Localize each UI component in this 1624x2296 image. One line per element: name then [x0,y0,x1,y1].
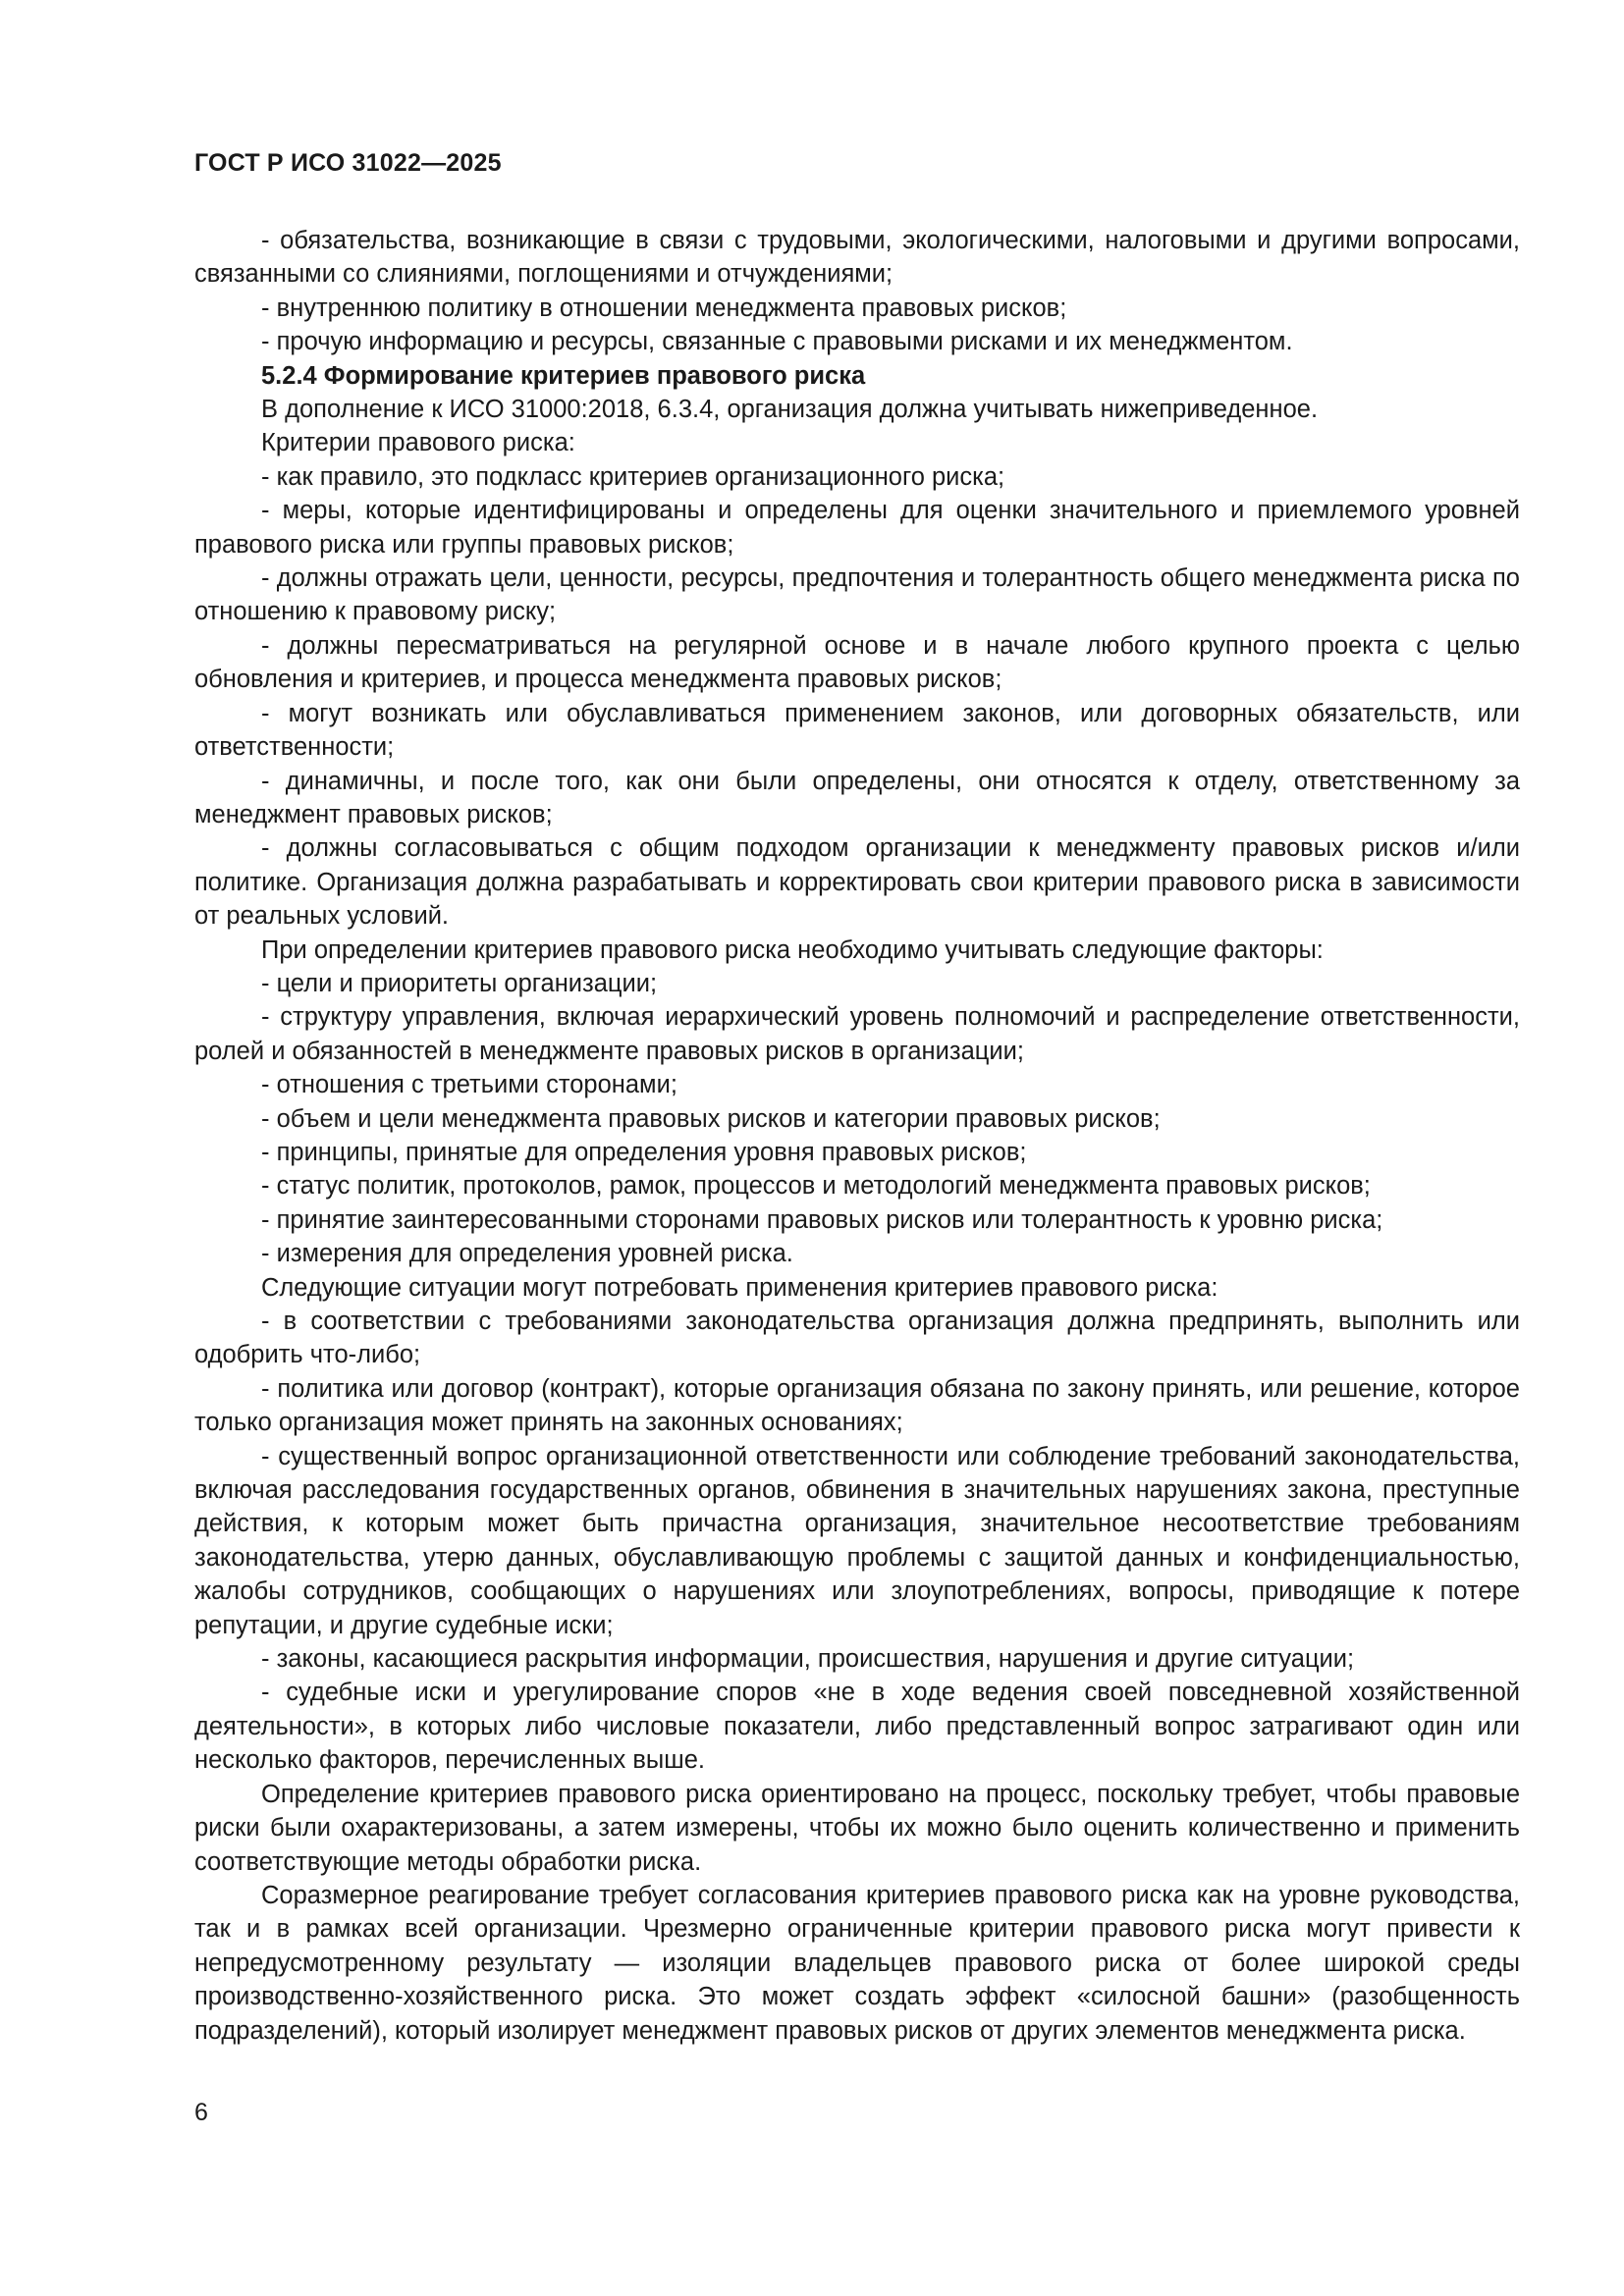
list-item: - цели и приоритеты организации; [261,969,658,997]
body-paragraph: Критерии правового риска: [261,429,575,457]
list-item: - динамичны, и после того, как они были определены, они относятся к отделу, ответственному за менеджмент правовых рисков; [194,767,1520,828]
page-number: 6 [194,2099,208,2126]
list-item: - объем и цели менеджмента правовых рисков и категории правовых рисков; [261,1104,1161,1133]
body-paragraph: Соразмерное реагирование требует согласования критериев правового риска как на уровне руководства, так и в рамках всей организации. Чрезмерно ограниченные критерии правового риска могут привести к непредусмотренному результату — изоляции владельцев правового риска от более широкой среды производственно-хозяйственного риска. Это может создать эффект «силосной башни» (разобщенность подразделений), который изолирует менеджмент правовых рисков от других элементов менеджмента риска. [194,1881,1520,2045]
body-paragraph: В дополнение к ИСО 31000:2018, 6.3.4, организация должна учитывать нижеприведенное. [261,396,1319,424]
list-item: - внутреннюю политику в отношении менеджмента правовых рисков; [261,294,1067,322]
list-item: - статус политик, протоколов, рамок, процессов и методологий менеджмента правовых рисков; [261,1172,1371,1201]
list-item: - должны отражать цели, ценности, ресурсы, предпочтения и толерантность общего менеджмента риска по отношению к правовому риску; [194,564,1520,626]
list-item: - меры, которые идентифицированы и определены для оценки значительного и приемлемого уровней правового риска или группы правовых рисков; [194,497,1520,559]
list-item: - принятие заинтересованными сторонами правовых рисков или толерантность к уровню риска; [261,1205,1383,1234]
list-item: - принципы, принятые для определения уровня правовых рисков; [261,1138,1027,1166]
list-item: - должны пересматриваться на регулярной основе и в начале любого крупного проекта с целью обновления и критериев, и процесса менеджмента правовых рисков; [194,631,1520,694]
list-item: - обязательства, возникающие в связи с трудовыми, экологическими, налоговыми и другими вопросами, связанными со слияниями, поглощениями и отчуждениями; [194,227,1520,289]
list-item: - в соответствии с требованиями законодательства организация должна предпринять, выполнить или одобрить что-либо; [194,1308,1520,1369]
list-item: - существенный вопрос организационной ответственности или соблюдение требований законодательства, включая расследования государственных органов, обвинения в значительных нарушениях закона, преступные действия, к которым может быть причастна организация, значительное несоответствие требованиям законодательства, утерю данных, обуславливающую проблемы с защитой данных и конфиденциальностью, жалобы сотрудников, сообщающих о нарушениях или злоупотреблениях, вопросы, приводящие к потере репутации, и другие судебные иски; [194,1442,1520,1639]
list-item: - судебные иски и урегулирование споров «не в ходе ведения своей повседневной хозяйственной деятельности», в которых либо числовые показатели, либо представленный вопрос затрагивают один или несколько факторов, перечисленных выше. [194,1679,1520,1775]
section-heading: 5.2.4 Формирование критериев правового риска [261,361,866,390]
body-paragraph: При определении критериев правового риска необходимо учитывать следующие факторы: [261,935,1324,964]
list-item: - измерения для определения уровней риска. [261,1240,793,1268]
list-item: - отношения с третьими сторонами; [261,1071,677,1099]
list-item: - законы, касающиеся раскрытия информации, происшествия, нарушения и другие ситуации; [261,1645,1355,1674]
list-item: - могут возникать или обуславливаться применением законов, или договорных обязательств, или ответственности; [194,699,1520,762]
body-paragraph: Следующие ситуации могут потребовать применения критериев правового риска: [261,1273,1218,1302]
list-item: - прочую информацию и ресурсы, связанные с правовыми рисками и их менеджментом. [261,328,1293,356]
list-item: - как правило, это подкласс критериев организационного риска; [261,462,1005,491]
list-item: - должны согласовываться с общим подходом организации к менеджменту правовых рисков и/или политике. Организация должна разрабатывать и корректировать свои критерии правового риска в зависимости от реальных условий. [194,834,1520,931]
list-item: - структуру управления, включая иерархический уровень полномочий и распределение ответственности, ролей и обязанностей в менеджменте правовых рисков в организации; [194,1003,1520,1065]
document-body [194,224,1520,2048]
document-code-header: ГОСТ Р ИСО 31022—2025 [194,149,502,177]
list-item: - политика или договор (контракт), которые организация обязана по закону принять, или решение, которое только организация может принять на законных основаниях; [194,1374,1520,1437]
body-paragraph: Определение критериев правового риска ориентировано на процесс, поскольку требует, чтобы правовые риски были охарактеризованы, а затем измерены, чтобы их можно было оценить количественно и применить соответствующие методы обработки риска. [194,1780,1520,1876]
